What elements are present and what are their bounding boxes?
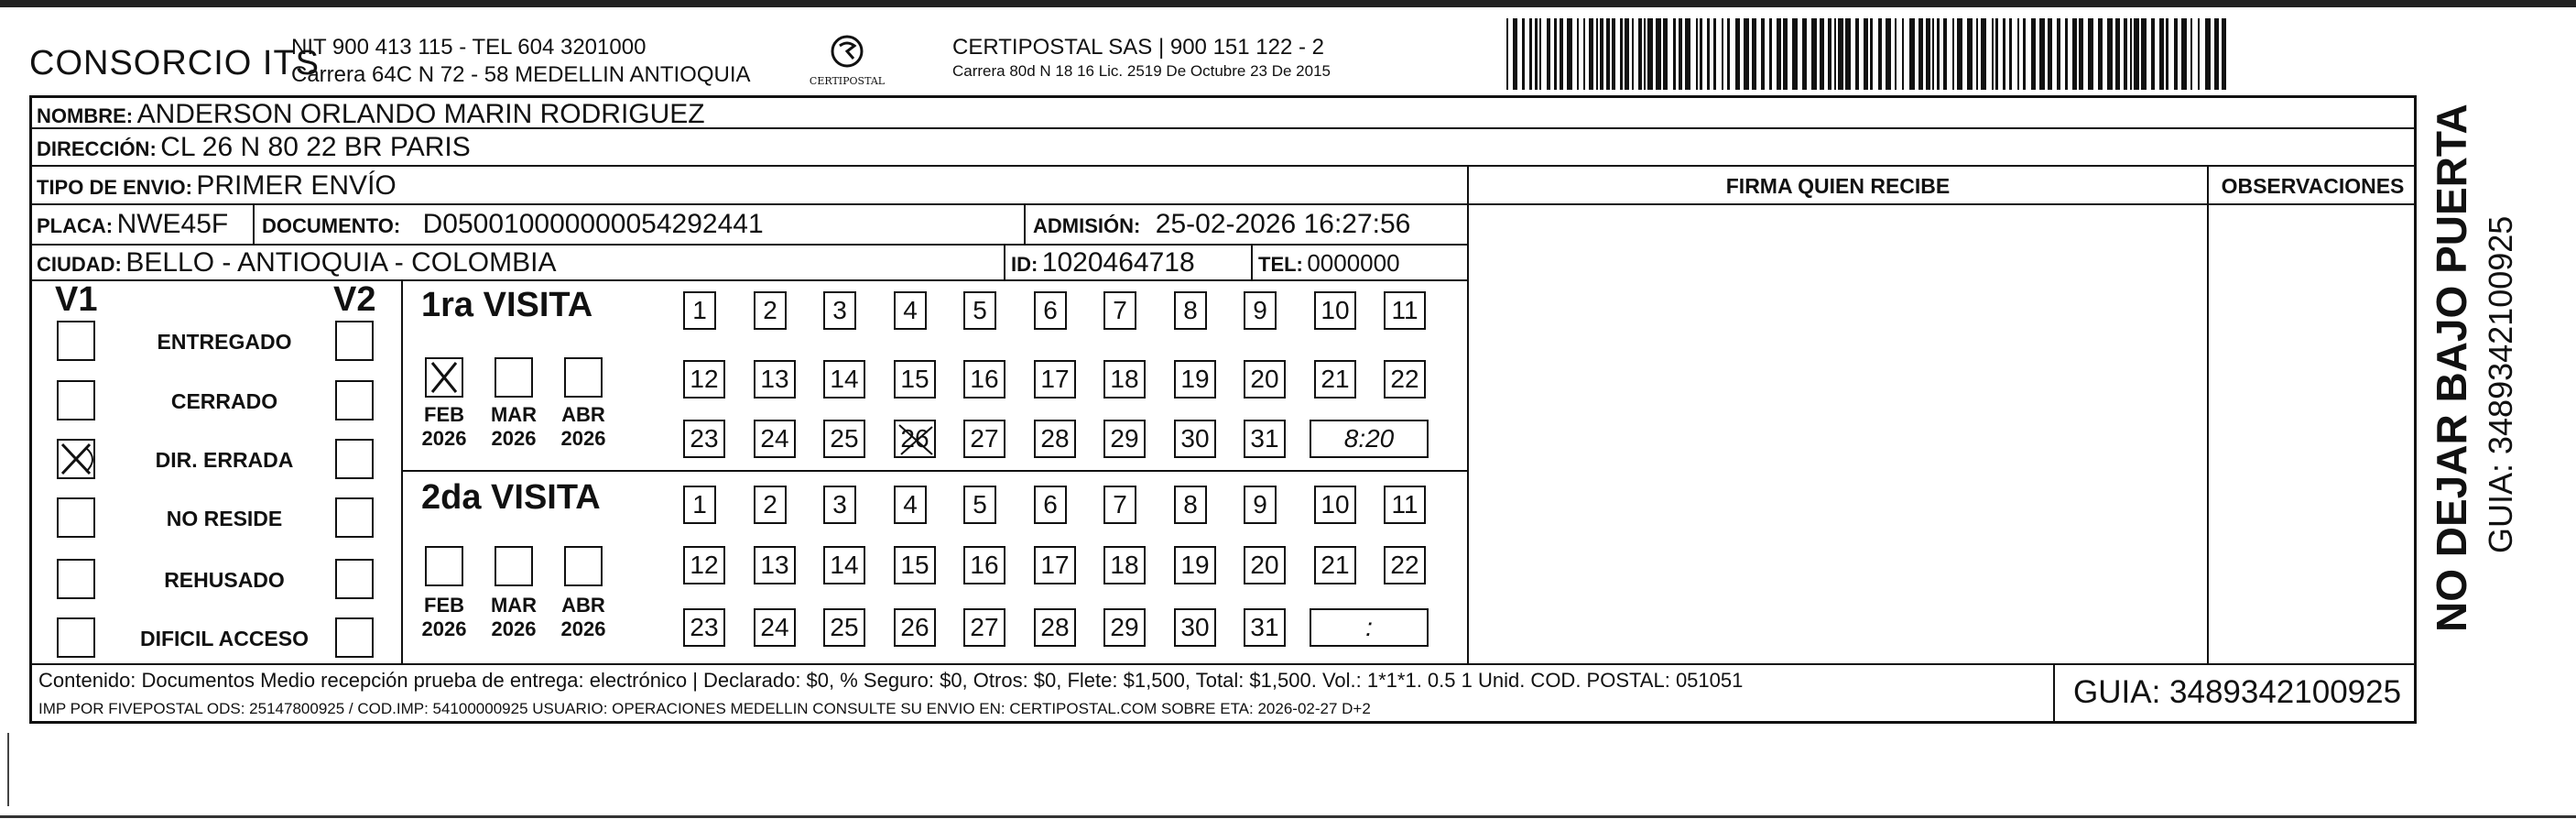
carrier-info: CERTIPOSTAL SAS | 900 151 122 - 2	[952, 35, 1324, 60]
cross-out-icon	[896, 421, 936, 458]
month-year: 2026	[560, 427, 606, 450]
placa-label: PLACA:	[37, 214, 114, 237]
tipo-envio-value: PRIMER ENVÍO	[196, 170, 397, 201]
month-name: ABR	[561, 594, 605, 617]
id-field	[1011, 247, 1195, 278]
contenido-line: Contenido: Documentos Medio recepción prueba de entrega: electrónico | Declarado: $0, % Seguro: $0, Otros: $0, Flete: $1,500, Total: $1,500. Vol.: 1*1*1. 0.5 1 Unid. COD. POSTAL: 051051	[38, 669, 1744, 692]
tel-value: 0000000	[1307, 249, 1400, 277]
guia-box	[2053, 663, 2414, 722]
visit-time-field[interactable]: :	[1310, 608, 1429, 647]
day-box[interactable]: 28	[1034, 608, 1076, 647]
day-box[interactable]: 30	[1174, 608, 1216, 647]
side-guia-number: GUIA: 3489342100925	[2482, 215, 2519, 553]
day-box[interactable]: 28	[1034, 420, 1076, 458]
day-box[interactable]: 10	[1314, 291, 1356, 330]
month-name: ABR	[561, 403, 605, 426]
v2-checkbox[interactable]	[335, 617, 374, 658]
month-label	[418, 403, 471, 451]
day-box[interactable]: 9	[1244, 486, 1277, 524]
company-address: Carrera 64C N 72 - 58 MEDELLIN ANTIOQUIA	[291, 62, 751, 87]
status-label: NO RESIDE	[166, 507, 283, 530]
month-year: 2026	[491, 427, 537, 450]
nombre-label: NOMBRE:	[37, 104, 134, 127]
month-label	[487, 594, 540, 641]
field-divider	[1004, 244, 1005, 279]
id-label: ID:	[1011, 253, 1038, 276]
month-name: MAR	[490, 403, 538, 426]
day-box[interactable]: 14	[823, 360, 865, 399]
day-box[interactable]: 25	[823, 420, 865, 458]
brand-name: CONSORCIO ITS	[29, 44, 321, 82]
impresion-line: IMP POR FIVEPOSTAL ODS: 25147800925 / COD.IMP: 54100000925 USUARIO: OPERACIONES MEDELLIN CONSULTE SU ENVIO EN: CERTIPOSTAL.COM SOBRE ETA: 2026-02-27 D+2	[38, 700, 1371, 717]
day-box[interactable]: 20	[1244, 546, 1286, 584]
day-box[interactable]: 8	[1174, 291, 1207, 330]
v1-checkbox[interactable]	[57, 497, 95, 538]
tel-label: TEL:	[1258, 253, 1303, 276]
tipo-envio-label: TIPO DE ENVIO:	[37, 176, 192, 199]
firma-header: FIRMA QUIEN RECIBE	[1725, 174, 1951, 198]
month-year: 2026	[491, 617, 537, 640]
documento-field	[262, 209, 764, 240]
day-box[interactable]: 8	[1174, 486, 1207, 524]
visit-time-field[interactable]: 8:20	[1310, 420, 1429, 458]
ciudad-label: CIUDAD:	[37, 253, 122, 276]
day-box[interactable]: 7	[1103, 486, 1136, 524]
day-box[interactable]: 7	[1103, 291, 1136, 330]
v1-checkbox[interactable]	[57, 380, 95, 420]
day-box[interactable]: 29	[1103, 420, 1146, 458]
column-divider	[401, 279, 403, 663]
tel-field	[1258, 249, 1400, 278]
day-box[interactable]: 24	[754, 420, 796, 458]
month-checkbox[interactable]	[564, 357, 603, 398]
day-box[interactable]: 12	[683, 360, 725, 399]
nombre-row	[37, 99, 705, 130]
day-box[interactable]: 27	[963, 608, 1005, 647]
day-box[interactable]: 3	[823, 486, 856, 524]
month-checkbox[interactable]	[495, 357, 533, 398]
month-name: FEB	[424, 403, 464, 426]
day-box[interactable]: 19	[1174, 360, 1216, 399]
scan-edge-bottom	[0, 815, 2576, 818]
day-box[interactable]: 3	[823, 291, 856, 330]
day-box[interactable]: 24	[754, 608, 796, 647]
v1-checkbox[interactable]	[57, 439, 95, 479]
header-divider	[1467, 203, 2417, 205]
direccion-row	[37, 132, 471, 163]
day-box[interactable]: 27	[963, 420, 1005, 458]
day-box[interactable]: 21	[1314, 360, 1356, 399]
day-box[interactable]: 15	[894, 360, 936, 399]
visit2-title: 2da VISITA	[421, 478, 601, 517]
documento-value: D050010000000054292441	[422, 209, 764, 239]
guia-number: GUIA: 3489342100925	[2073, 674, 2402, 710]
day-box[interactable]: 22	[1384, 546, 1426, 584]
status-label: DIR. ERRADA	[155, 448, 294, 472]
tipo-envio-row	[37, 170, 397, 202]
status-label: DIFICIL ACCESO	[139, 627, 309, 650]
status-label: CERRADO	[170, 389, 278, 413]
month-label	[557, 594, 610, 641]
day-box[interactable]: 31	[1244, 608, 1286, 647]
logo-wordmark: CERTIPOSTAL	[809, 75, 886, 87]
day-box[interactable]: 2	[754, 291, 787, 330]
day-box[interactable]: 13	[754, 546, 796, 584]
day-box[interactable]: 23	[683, 420, 725, 458]
month-year: 2026	[560, 617, 606, 640]
check-x-icon	[59, 441, 93, 477]
field-divider	[1024, 203, 1026, 244]
month-name: MAR	[490, 594, 538, 617]
day-box[interactable]: 20	[1244, 360, 1286, 399]
month-label	[487, 403, 540, 451]
month-year: 2026	[421, 617, 467, 640]
observaciones-header: OBSERVACIONES	[2221, 174, 2405, 198]
month-label	[418, 594, 471, 641]
day-box[interactable]: 10	[1314, 486, 1356, 524]
month-checkbox[interactable]	[425, 357, 463, 398]
day-box[interactable]: 25	[823, 608, 865, 647]
month-label	[557, 403, 610, 451]
day-box[interactable]: 14	[823, 546, 865, 584]
day-box[interactable]: 12	[683, 546, 725, 584]
day-box[interactable]: 31	[1244, 420, 1286, 458]
v1-checkbox[interactable]	[57, 321, 95, 361]
field-divider	[1251, 244, 1253, 279]
day-box[interactable]: 16	[963, 546, 1005, 584]
month-checkbox[interactable]	[564, 546, 603, 586]
scan-edge-left	[7, 733, 9, 806]
barcode-icon	[1506, 18, 2230, 90]
v2-header: V2	[333, 280, 376, 319]
day-box[interactable]: 11	[1384, 291, 1426, 330]
day-box[interactable]: 2	[754, 486, 787, 524]
row-divider	[29, 279, 1467, 281]
company-nit: NIT 900 413 115 - TEL 604 3201000	[291, 35, 647, 60]
ciudad-field	[37, 247, 556, 278]
day-box[interactable]: 22	[1384, 360, 1426, 399]
month-checkbox[interactable]	[425, 546, 463, 586]
v2-checkbox[interactable]	[335, 380, 374, 420]
day-box[interactable]: 5	[963, 291, 996, 330]
v1-header: V1	[55, 280, 98, 319]
status-label: ENTREGADO	[157, 330, 292, 354]
day-box[interactable]: 18	[1103, 360, 1146, 399]
day-box[interactable]: 16	[963, 360, 1005, 399]
day-box[interactable]: 15	[894, 546, 936, 584]
day-box[interactable]: 6	[1034, 486, 1067, 524]
status-label: REHUSADO	[164, 568, 285, 592]
day-box[interactable]: 11	[1384, 486, 1426, 524]
v2-checkbox[interactable]	[335, 321, 374, 361]
month-name: FEB	[424, 594, 464, 617]
placa-value: NWE45F	[116, 209, 229, 239]
day-box[interactable]: 5	[963, 486, 996, 524]
column-divider	[2207, 165, 2209, 663]
ciudad-value: BELLO - ANTIOQUIA - COLOMBIA	[125, 247, 557, 278]
day-box[interactable]: 13	[754, 360, 796, 399]
day-box[interactable]: 21	[1314, 546, 1356, 584]
day-box[interactable]: 17	[1034, 546, 1076, 584]
month-year: 2026	[421, 427, 467, 450]
day-box[interactable]: 23	[683, 608, 725, 647]
v2-checkbox[interactable]	[335, 497, 374, 538]
visit1-title: 1ra VISITA	[421, 286, 593, 324]
day-box[interactable]: 1	[683, 486, 716, 524]
documento-label: DOCUMENTO:	[262, 214, 401, 237]
column-divider	[1467, 165, 1469, 663]
day-box[interactable]: 4	[894, 486, 927, 524]
row-divider	[29, 165, 2417, 167]
v2-checkbox[interactable]	[335, 439, 374, 479]
day-box[interactable]: 17	[1034, 360, 1076, 399]
scan-edge-top	[0, 0, 2576, 7]
day-box[interactable]: 6	[1034, 291, 1067, 330]
admision-field	[1033, 209, 1410, 240]
day-box[interactable]: 26	[894, 420, 936, 458]
id-value: 1020464718	[1041, 247, 1195, 278]
day-box[interactable]: 30	[1174, 420, 1216, 458]
nombre-value: ANDERSON ORLANDO MARIN RODRIGUEZ	[136, 99, 705, 129]
direccion-label: DIRECCIÓN:	[37, 137, 157, 160]
day-box[interactable]: 26	[894, 608, 936, 647]
v1-checkbox[interactable]	[57, 617, 95, 658]
day-box[interactable]: 18	[1103, 546, 1146, 584]
day-box[interactable]: 29	[1103, 608, 1146, 647]
month-checkbox[interactable]	[495, 546, 533, 586]
day-box[interactable]: 19	[1174, 546, 1216, 584]
admision-label: ADMISIÓN:	[1033, 214, 1141, 237]
v1-checkbox[interactable]	[57, 559, 95, 599]
no-dejar-bajo-puerta-label: NO DEJAR BAJO PUERTA	[2428, 104, 2475, 632]
carrier-license: Carrera 80d N 18 16 Lic. 2519 De Octubre 23 De 2015	[952, 62, 1331, 80]
row-divider	[29, 203, 1467, 205]
day-box[interactable]: 9	[1244, 291, 1277, 330]
day-box[interactable]: 4	[894, 291, 927, 330]
day-box[interactable]: 1	[683, 291, 716, 330]
check-x-icon	[427, 359, 462, 396]
visit-divider	[401, 470, 1467, 472]
v2-checkbox[interactable]	[335, 559, 374, 599]
field-divider	[253, 203, 255, 244]
placa-field	[37, 209, 228, 240]
direccion-value: CL 26 N 80 22 BR PARIS	[160, 132, 471, 162]
admision-value: 25-02-2026 16:27:56	[1155, 209, 1411, 239]
